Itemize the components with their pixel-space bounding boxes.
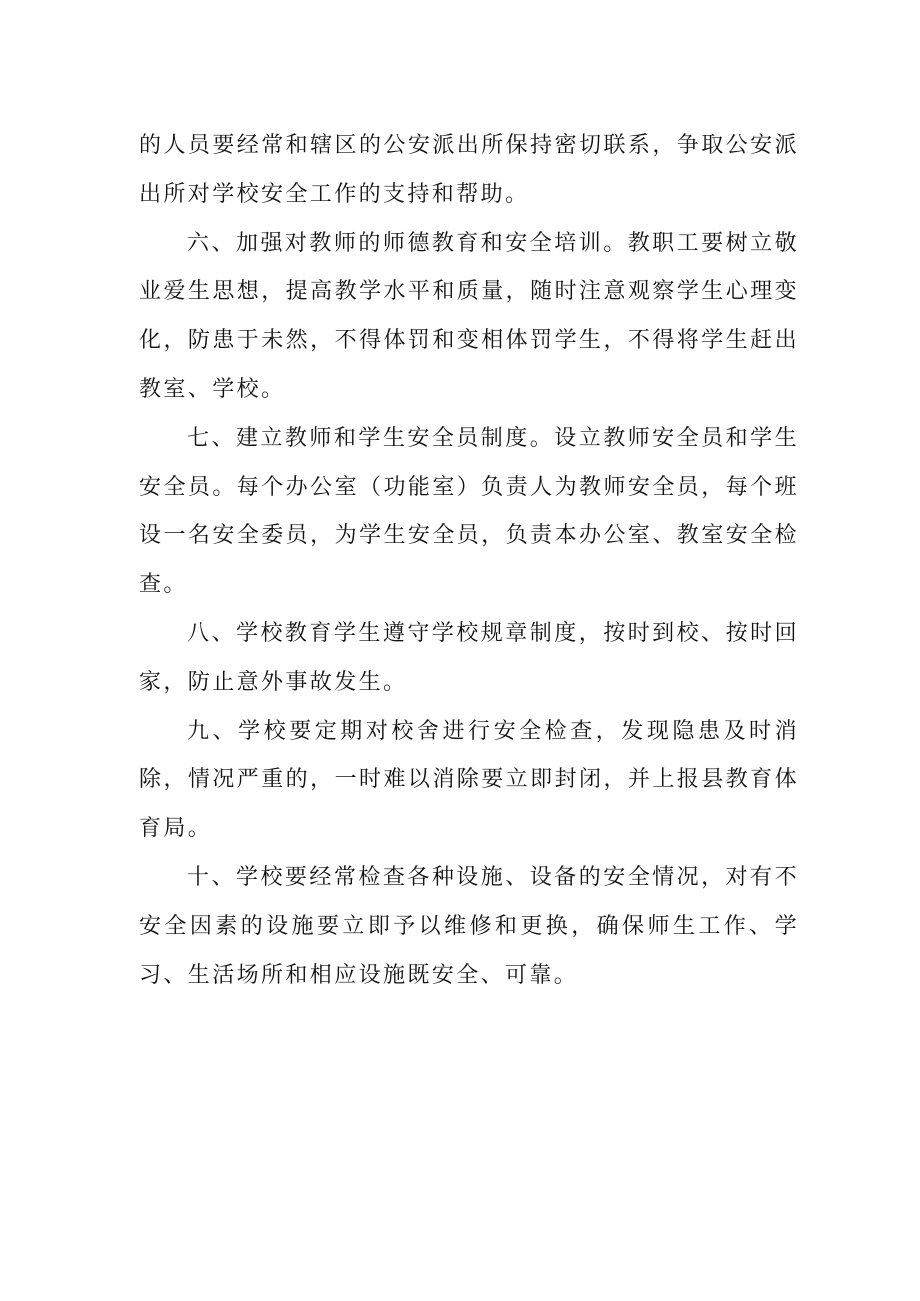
- paragraph-item-10: 十、学校要经常检查各种设施、设备的安全情况，对有不安全因素的设施要立即予以维修和更换，确保师生工作、学习、生活场所和相应设施既安全、可靠。: [139, 864, 799, 988]
- paragraph-item-7: 七、建立教师和学生安全员制度。设立教师安全员和学生安全员。每个办公室（功能室）负责人为教师安全员，每个班设一名安全委员，为学生安全员，负责本办公室、教室安全检查。: [139, 425, 799, 598]
- paragraph-item-8: 八、学校教育学生遵守学校规章制度，按时到校、按时回家，防止意外事故发生。: [139, 620, 799, 695]
- paragraph-continued: 的人员要经常和辖区的公安派出所保持密切联系，争取公安派出所对学校安全工作的支持和帮助。: [139, 133, 799, 207]
- paragraph-item-9: 九、学校要定期对校舍进行安全检查，发现隐患及时消除，情况严重的，一时难以消除要立即封闭，并上报县教育体育局。: [139, 718, 799, 842]
- paragraph-item-6: 六、加强对教师的师德教育和安全培训。教职工要树立敬业爱生思想，提高教学水平和质量，随时注意观察学生心理变化，防患于未然，不得体罚和变相体罚学生，不得将学生赶出教室、学校。: [139, 230, 799, 402]
- document-body: [139, 122, 799, 1000]
